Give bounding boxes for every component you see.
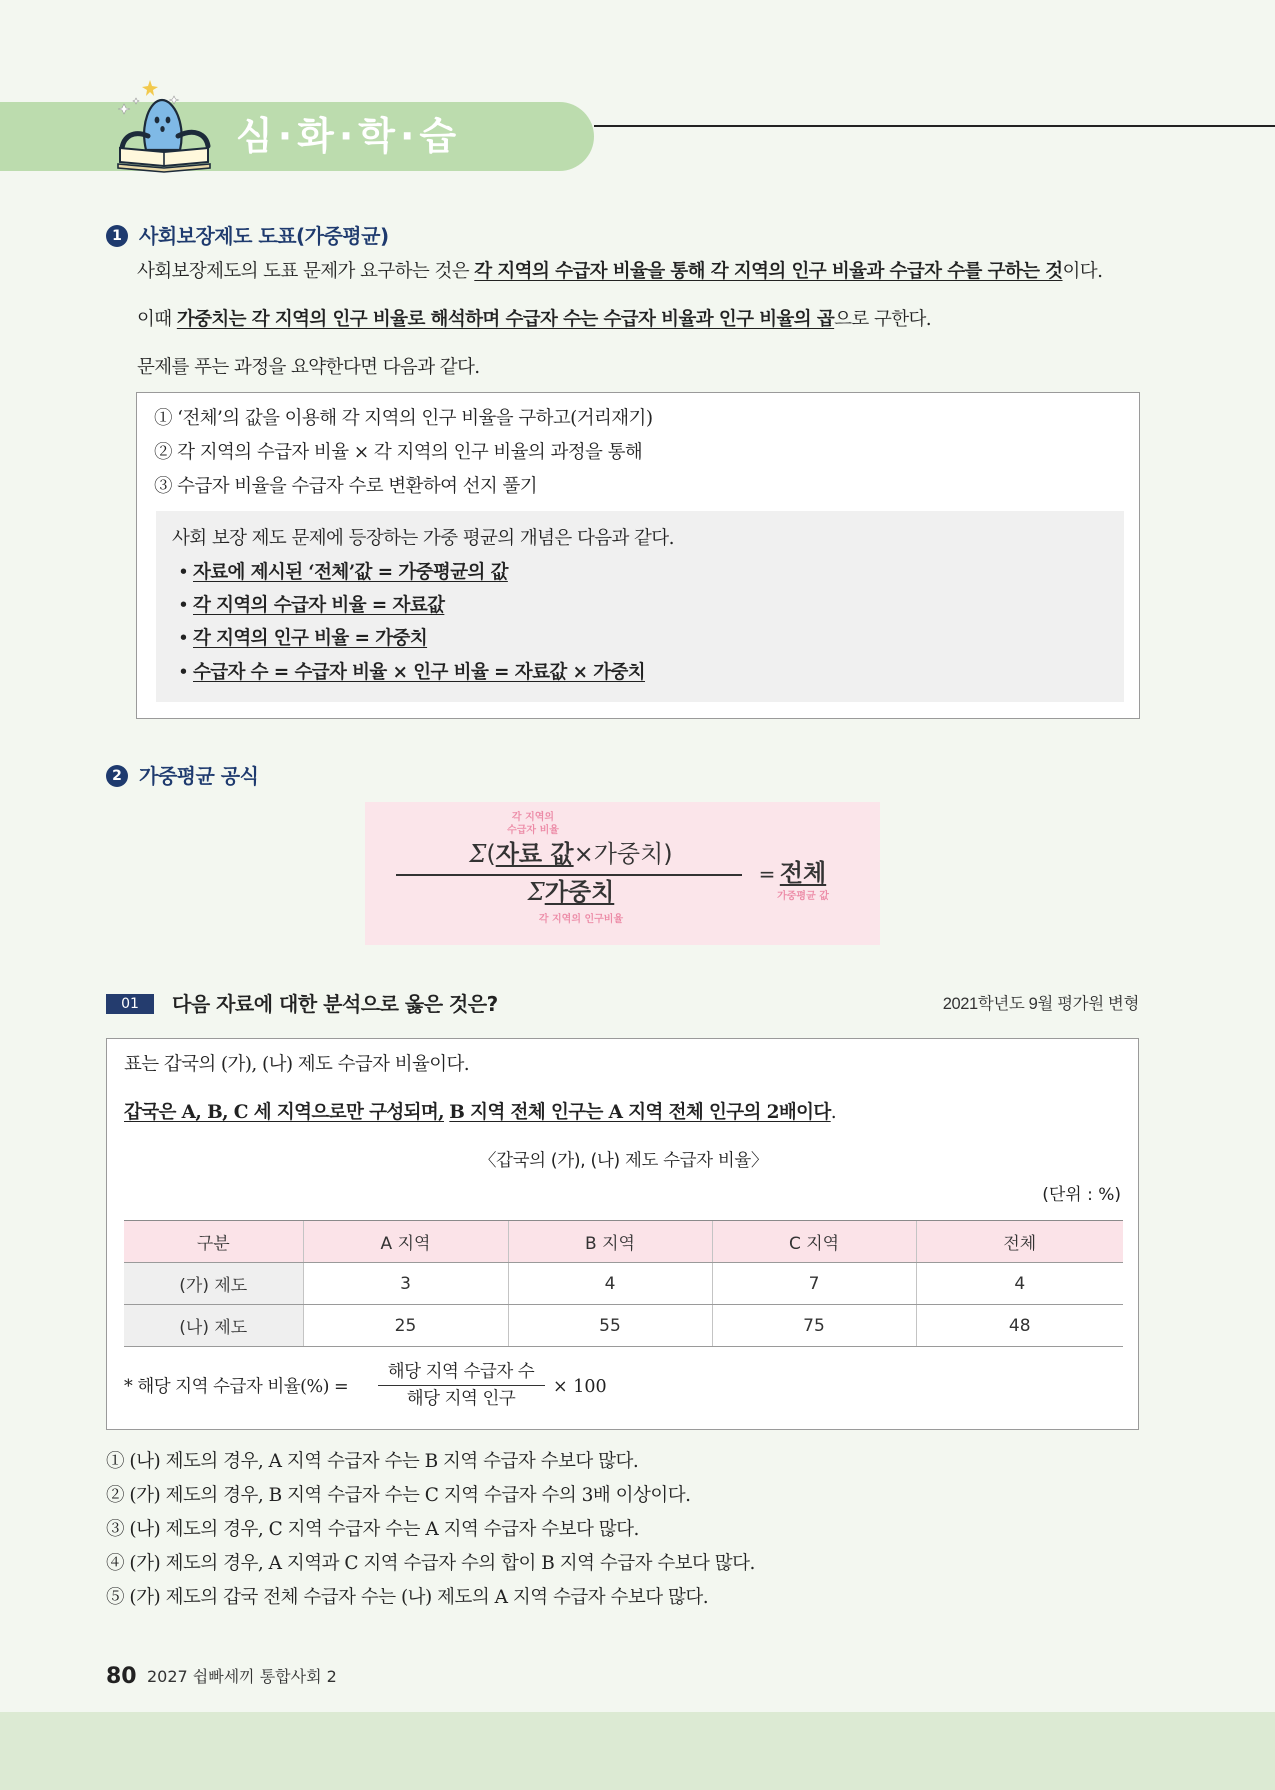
summary-box <box>136 392 1140 719</box>
answer-choice[interactable] <box>106 1581 755 1615</box>
choice-text: (나) 제도의 경우, C 지역 수급자 수는 A 지역 수급자 수보다 많다. <box>129 1519 639 1540</box>
book-icon <box>118 148 210 172</box>
choice-number: ③ <box>106 1519 125 1540</box>
header-rule <box>594 125 1275 127</box>
annotation-line: 수급자 비율 <box>507 825 559 836</box>
paragraph-line: 문제를 푸는 과정을 요약한다면 다음과 같다. <box>137 357 480 378</box>
bullet-icon: • <box>178 628 189 649</box>
formula-term: 전체 <box>779 859 827 887</box>
bullet-icon: • <box>178 562 189 583</box>
footnote-denominator: 해당 지역 인구 <box>406 1389 516 1409</box>
footnote-lead: * 해당 지역 수급자 비율(%) = <box>124 1377 349 1397</box>
text-segment: 으로 구한다. <box>834 309 932 330</box>
table-header-cell: C 지역 <box>712 1221 916 1263</box>
answer-choices <box>106 1445 755 1615</box>
data-table <box>124 1220 1123 1347</box>
bullet-icon: • <box>178 595 189 616</box>
formula-annotation: 가중평균 값 <box>777 891 829 902</box>
book-title: 2027 쉽빠세끼 통합사회 2 <box>147 1667 337 1686</box>
choice-number: ④ <box>106 1553 125 1574</box>
formula-box <box>365 802 880 945</box>
concept-item: 각 지역의 수급자 비율 = 자료값 <box>193 595 445 616</box>
choice-text: (가) 제도의 경우, B 지역 수급자 수는 C 지역 수급자 수의 3배 이상이다. <box>129 1485 691 1506</box>
formula-annotation <box>507 811 559 837</box>
paragraph-line <box>137 260 1102 284</box>
choice-text: (가) 제도의 갑국 전체 수급자 수는 (나) 제도의 A 지역 수급자 수보다 많다. <box>129 1587 709 1608</box>
text-segment: 이다. <box>1062 261 1103 282</box>
section-title: 심·화·학·습 <box>236 114 462 158</box>
concept-item: 자료에 제시된 ‘전체’값 = 가중평균의 값 <box>193 562 508 583</box>
table-row <box>124 1263 1123 1305</box>
question-intro: 표는 갑국의 (가), (나) 제도 수급자 비율이다. <box>124 1054 470 1075</box>
answer-choice[interactable] <box>106 1445 755 1479</box>
step-item: ② 각 지역의 수급자 비율 × 각 지역의 인구 비율의 과정을 통해 <box>154 442 643 463</box>
table-cell: 4 <box>508 1263 712 1305</box>
concept-item: 각 지역의 인구 비율 = 가중치 <box>193 628 428 649</box>
section-number-badge: 1 <box>106 225 128 247</box>
formula-term: 가중치 <box>544 878 615 906</box>
section-number-badge: 2 <box>106 765 128 787</box>
formula-result <box>780 858 826 888</box>
question-title: 다음 자료에 대한 분석으로 옳은 것은? <box>172 992 498 1016</box>
table-header-cell: A 지역 <box>303 1221 508 1263</box>
paren: ( <box>486 840 496 868</box>
table-cell: 4 <box>916 1263 1123 1305</box>
paren: ) <box>663 840 673 868</box>
table-row-label: (나) 제도 <box>124 1305 303 1347</box>
step-item: ③ 수급자 비율을 수급자 수로 변환하여 선지 풀기 <box>154 476 538 497</box>
concept-intro: 사회 보장 제도 문제에 등장하는 가중 평균의 개념은 다음과 같다. <box>172 528 674 549</box>
table-unit: (단위 : %) <box>1042 1185 1121 1205</box>
formula-numerator <box>469 839 672 869</box>
section-heading: 가중평균 공식 <box>139 764 259 788</box>
underlined-text: 각 지역의 수급자 비율을 통해 각 지역의 인구 비율과 수급자 수를 구하는 것 <box>474 261 1063 282</box>
table-row-label: (가) 제도 <box>124 1263 303 1305</box>
table-header-cell: 전체 <box>916 1221 1123 1263</box>
question-number-tag: 01 <box>106 994 154 1014</box>
concept-box <box>156 511 1124 702</box>
choice-number: ② <box>106 1485 125 1506</box>
choice-number: ① <box>106 1451 125 1472</box>
formula-term: 가중치 <box>593 840 664 868</box>
table-cell: 25 <box>303 1305 508 1347</box>
table-header-cell: B 지역 <box>508 1221 712 1263</box>
section-heading: 사회보장제도 도표(가중평균) <box>139 224 389 248</box>
page-number: 80 <box>106 1664 137 1689</box>
annotation-line: 각 지역의 <box>511 812 555 823</box>
text-segment: 사회보장제도의 도표 문제가 요구하는 것은 <box>137 261 475 282</box>
formula-term: 자료 값 <box>495 840 574 868</box>
table-cell: 7 <box>712 1263 916 1305</box>
underlined-text: 갑국은 A, B, C 세 지역으로만 구성되며, <box>124 1102 445 1123</box>
table-cell: 55 <box>508 1305 712 1347</box>
times-symbol: × <box>573 840 594 868</box>
answer-choice[interactable] <box>106 1513 755 1547</box>
equals-symbol: = <box>758 862 776 886</box>
concept-item: 수급자 수 = 수급자 비율 × 인구 비율 = 자료값 × 가중치 <box>193 662 646 683</box>
footnote-numerator: 해당 지역 수급자 수 <box>387 1362 535 1382</box>
footer-band <box>0 1712 1275 1790</box>
answer-choice[interactable] <box>106 1479 755 1513</box>
sigma-symbol: Σ <box>527 878 545 906</box>
step-item: ① ‘전체’의 값을 이용해 각 지역의 인구 비율을 구하고(거리재기) <box>154 408 653 429</box>
underlined-text: B 지역 전체 인구는 A 지역 전체 인구의 2배이다 <box>449 1102 831 1123</box>
table-header-row <box>124 1221 1123 1263</box>
footnote-fraction-bar <box>378 1385 545 1386</box>
table-header-cell: 구분 <box>124 1221 303 1263</box>
text-segment: 이때 <box>137 309 177 330</box>
bullet-icon: • <box>178 662 189 683</box>
table-title: 〈갑국의 (가), (나) 제도 수급자 비율〉 <box>479 1151 768 1171</box>
underlined-text: 가중치는 각 지역의 인구 비율로 해석하며 수급자 수는 수급자 비율과 인구 비율의 곱 <box>176 309 835 330</box>
table-cell: 48 <box>916 1305 1123 1347</box>
answer-choice[interactable] <box>106 1547 755 1581</box>
paragraph-line <box>137 308 931 332</box>
choice-number: ⑤ <box>106 1587 125 1608</box>
text-segment: . <box>830 1102 836 1123</box>
formula-denominator <box>528 877 615 907</box>
footnote-multiplier: × 100 <box>553 1377 607 1397</box>
question-source: 2021학년도 9월 평가원 변형 <box>942 995 1139 1013</box>
formula-annotation: 각 지역의 인구비율 <box>538 914 624 925</box>
table-cell: 75 <box>712 1305 916 1347</box>
question-box <box>106 1038 1139 1430</box>
table-row <box>124 1305 1123 1347</box>
sigma-symbol: Σ <box>469 840 487 868</box>
fraction-bar <box>396 874 742 876</box>
table-cell: 3 <box>303 1263 508 1305</box>
choice-text: (나) 제도의 경우, A 지역 수급자 수는 B 지역 수급자 수보다 많다. <box>129 1451 639 1472</box>
question-condition <box>124 1101 836 1125</box>
mascot-icon <box>116 78 228 174</box>
choice-text: (가) 제도의 경우, A 지역과 C 지역 수급자 수의 합이 B 지역 수급자 수보다 많다. <box>129 1553 755 1574</box>
